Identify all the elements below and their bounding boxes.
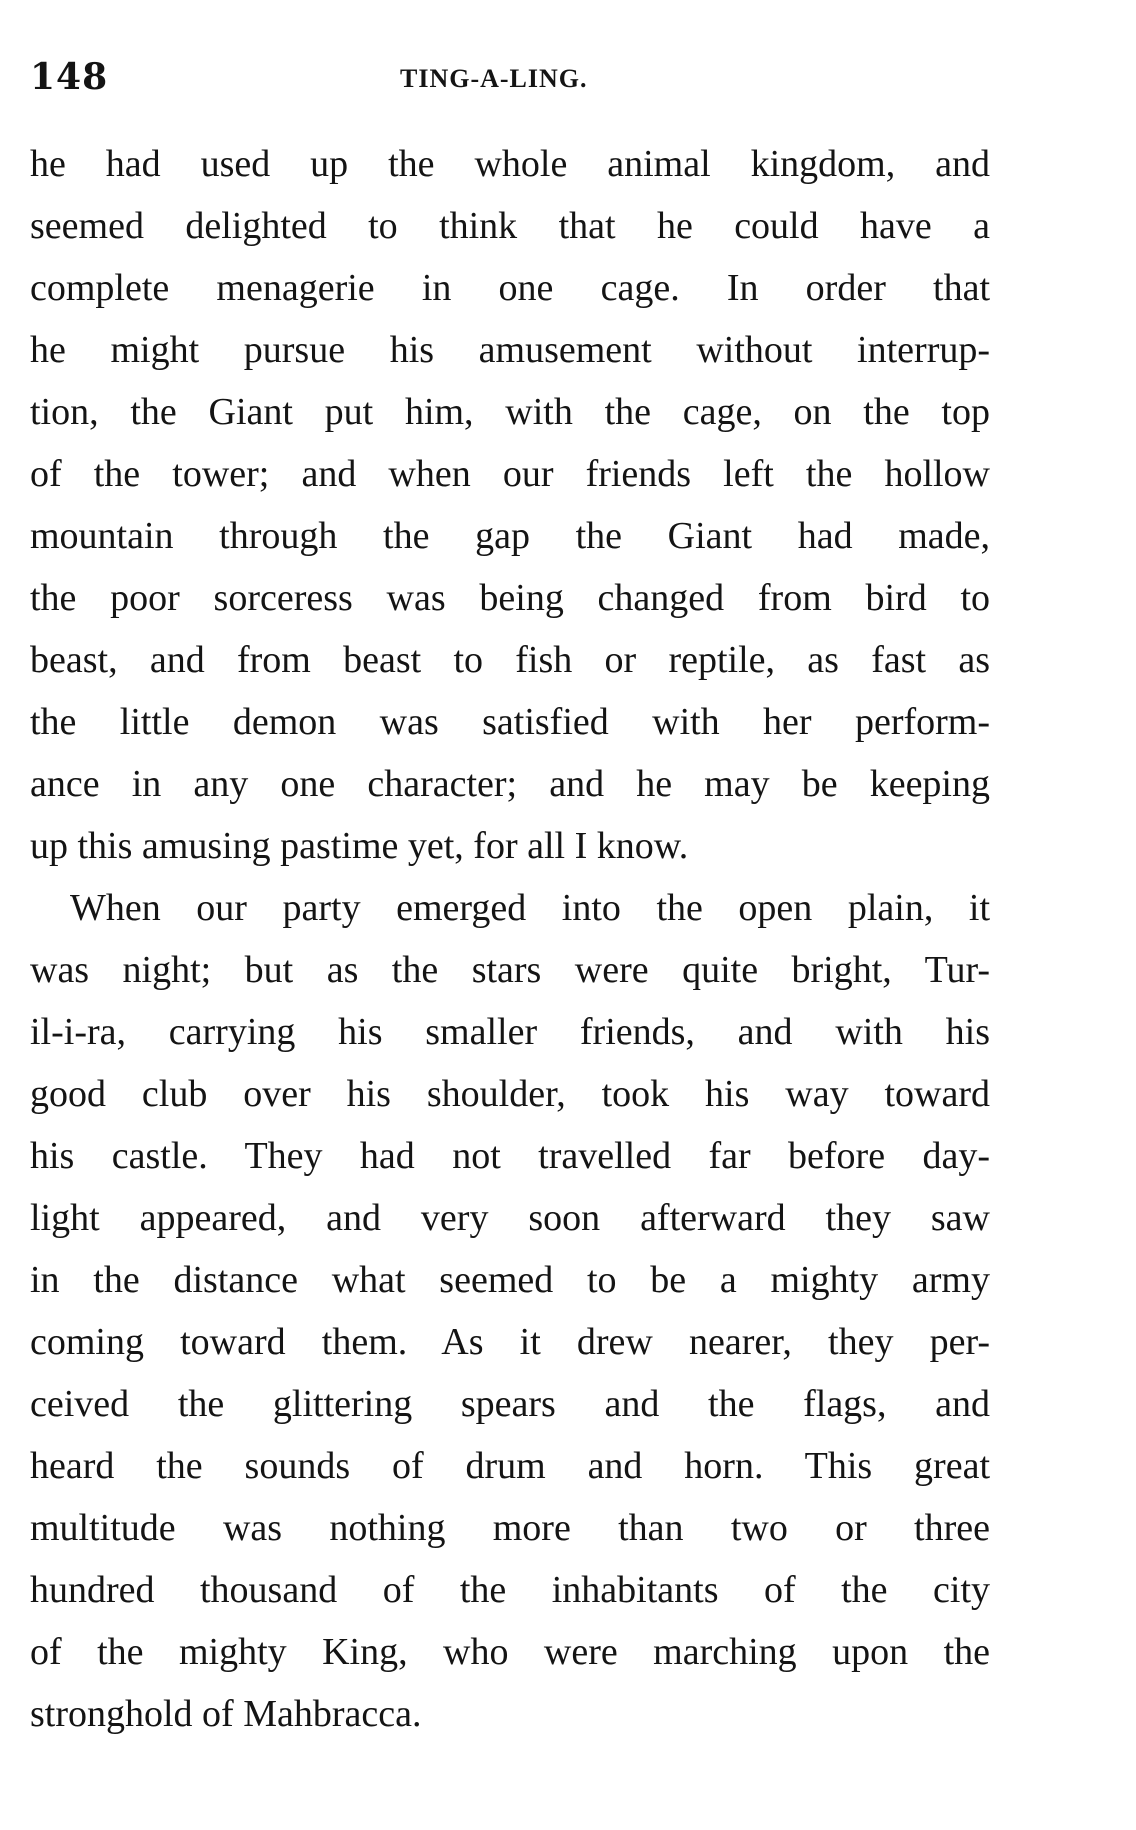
text-line: seemed delighted to think that he could have a [30,205,990,247]
text-line: tion, the Giant put him, with the cage, on the top [30,391,990,433]
text-line: up this amusing pastime yet, for all I know. [30,825,689,867]
text-line: of the tower; and when our friends left the hollow [30,453,990,495]
paragraph-2 [30,877,990,1745]
text-line: multitude was nothing more than two or three [30,1507,990,1549]
text-line: in the distance what seemed to be a mighty army [30,1259,990,1301]
text-line: beast, and from beast to fish or reptile, as fast as [30,639,990,681]
text-line: of the mighty King, who were marching upon the [30,1631,990,1673]
text-line: heard the sounds of drum and horn. This great [30,1445,990,1487]
text-line: mountain through the gap the Giant had made, [30,515,990,557]
paragraph-1 [30,133,990,877]
running-title: TING-A-LING. [400,64,588,93]
running-head [30,56,990,102]
text-line: coming toward them. As it drew nearer, they per- [30,1321,990,1363]
text-line: ceived the glittering spears and the flags, and [30,1383,990,1425]
text-line: he might pursue his amusement without interrup- [30,329,990,371]
text-line: il-i-ra, carrying his smaller friends, and with his [30,1011,990,1053]
text-line: he had used up the whole animal kingdom, and [30,143,990,185]
text-line: ance in any one character; and he may be keeping [30,763,990,805]
text-line: was night; but as the stars were quite bright, Tur- [30,949,990,991]
text-line: good club over his shoulder, took his way toward [30,1073,990,1115]
text-line: the poor sorceress was being changed from bird to [30,577,990,619]
text-line: stronghold of Mahbracca. [30,1693,422,1735]
body-text [30,133,990,1745]
text-line: When our party emerged into the open plain, it [70,887,990,929]
page-number: 148 [30,56,109,98]
text-line: his castle. They had not travelled far before day- [30,1135,990,1177]
text-line: hundred thousand of the inhabitants of the city [30,1569,990,1611]
text-line: the little demon was satisfied with her perform- [30,701,990,743]
text-line: light appeared, and very soon afterward they saw [30,1197,990,1239]
text-line: complete menagerie in one cage. In order that [30,267,990,309]
